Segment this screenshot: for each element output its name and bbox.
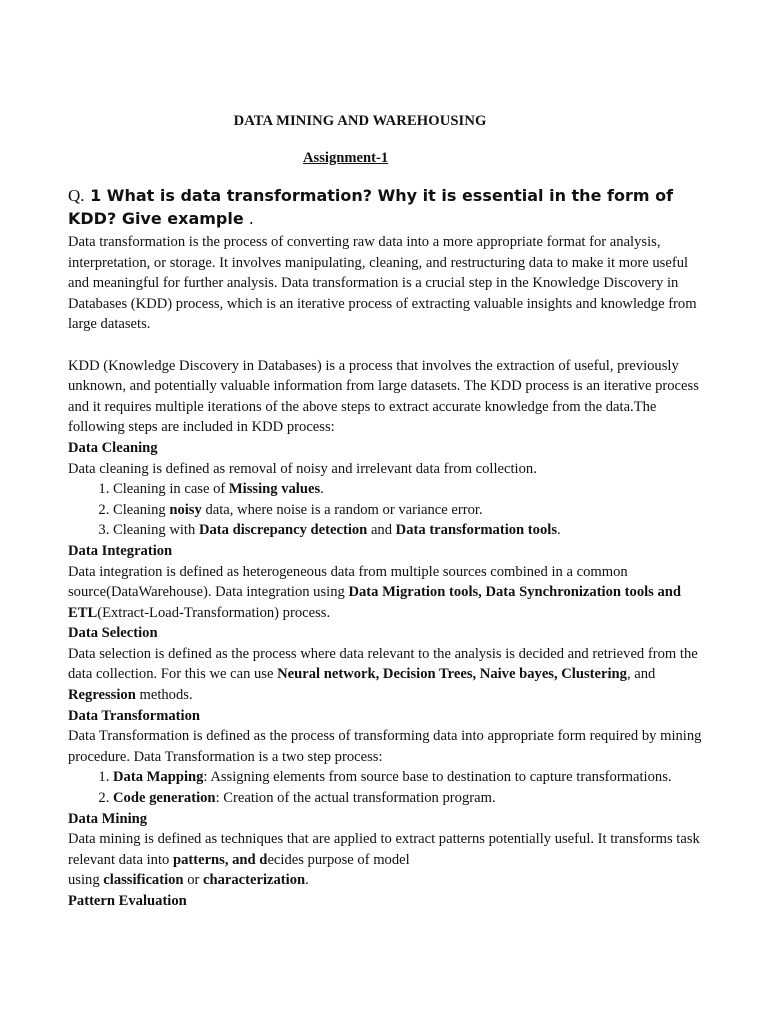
question-text: 1 What is data transformation? Why it is essential in the form of KDD? Give example xyxy=(68,186,674,228)
selection-description: Data selection is defined as the process where data relevant to the analysis is decided and retrieved from the data collection. For this we can use Neural network, Decision Trees, Naive bayes, Clustering, and Regression methods. xyxy=(68,645,698,704)
mining-description: Data mining is defined as techniques that are applied to extract patterns potentially useful. It transforms task relevant data into patterns, and decides purpose of model xyxy=(68,831,700,868)
document-body xyxy=(68,184,708,912)
question-suffix: . xyxy=(243,209,254,228)
section-heading-evaluation: Pattern Evaluation xyxy=(68,893,187,909)
section-heading-selection: Data Selection xyxy=(68,625,158,642)
section-heading-mining: Data Mining xyxy=(68,810,148,827)
cleaning-list xyxy=(68,479,708,541)
question-prefix: Q. xyxy=(68,186,85,205)
document-title: DATA MINING AND WAREHOUSING xyxy=(233,113,487,129)
mining-description-cont: using classification or characterization. xyxy=(68,872,309,889)
list-item: 3. Cleaning with Data discrepancy detection and Data transformation tools. xyxy=(113,520,708,541)
section-heading-transformation: Data Transformation xyxy=(68,707,201,724)
transformation-description: Data Transformation is defined as the process of transforming data into appropriate form required by mining procedure. Data Transformation is a two step process: xyxy=(68,728,702,765)
section-heading-cleaning: Data Cleaning xyxy=(68,439,158,456)
question-heading xyxy=(68,184,708,230)
assignment-label: Assignment-1 xyxy=(303,150,389,166)
section-heading-integration: Data Integration xyxy=(68,542,173,559)
list-item: 2. Cleaning noisy data, where noise is a random or variance error. xyxy=(113,500,708,521)
kdd-paragraph: KDD (Knowledge Discovery in Databases) is a process that involves the extraction of useful, previously unknown, and potentially valuable information from large datasets. The KDD process is an iterative process and it requires multiple iterations of the above steps to extract accurate knowledge from the data.The following steps are included in KDD process: xyxy=(68,357,699,436)
cleaning-description: Data cleaning is defined as removal of noisy and irrelevant data from collection. xyxy=(68,460,537,477)
list-item: 1. Data Mapping: Assigning elements from source base to destination to capture transformations. xyxy=(113,767,708,788)
integration-description: Data integration is defined as heterogeneous data from multiple sources combined in a common source(DataWarehouse). Data integration using Data Migration tools, Data Synchronization tools and ETL(Extract-Load-Transformation) process. xyxy=(68,563,682,621)
list-item: 2. Code generation: Creation of the actual transformation program. xyxy=(113,788,708,809)
transformation-list xyxy=(68,767,708,808)
intro-paragraph: Data transformation is the process of converting raw data into a more appropriate format for analysis, interpretation, or storage. It involves manipulating, cleaning, and restructuring data to make it more useful and meaningful for further analysis. Data transformation is a crucial step in the Knowledge Discovery in Databases (KDD) process, which is an iterative process of extracting valuable insights and knowledge from large datasets. xyxy=(68,234,697,333)
list-item: 1. Cleaning in case of Missing values. xyxy=(113,479,708,500)
